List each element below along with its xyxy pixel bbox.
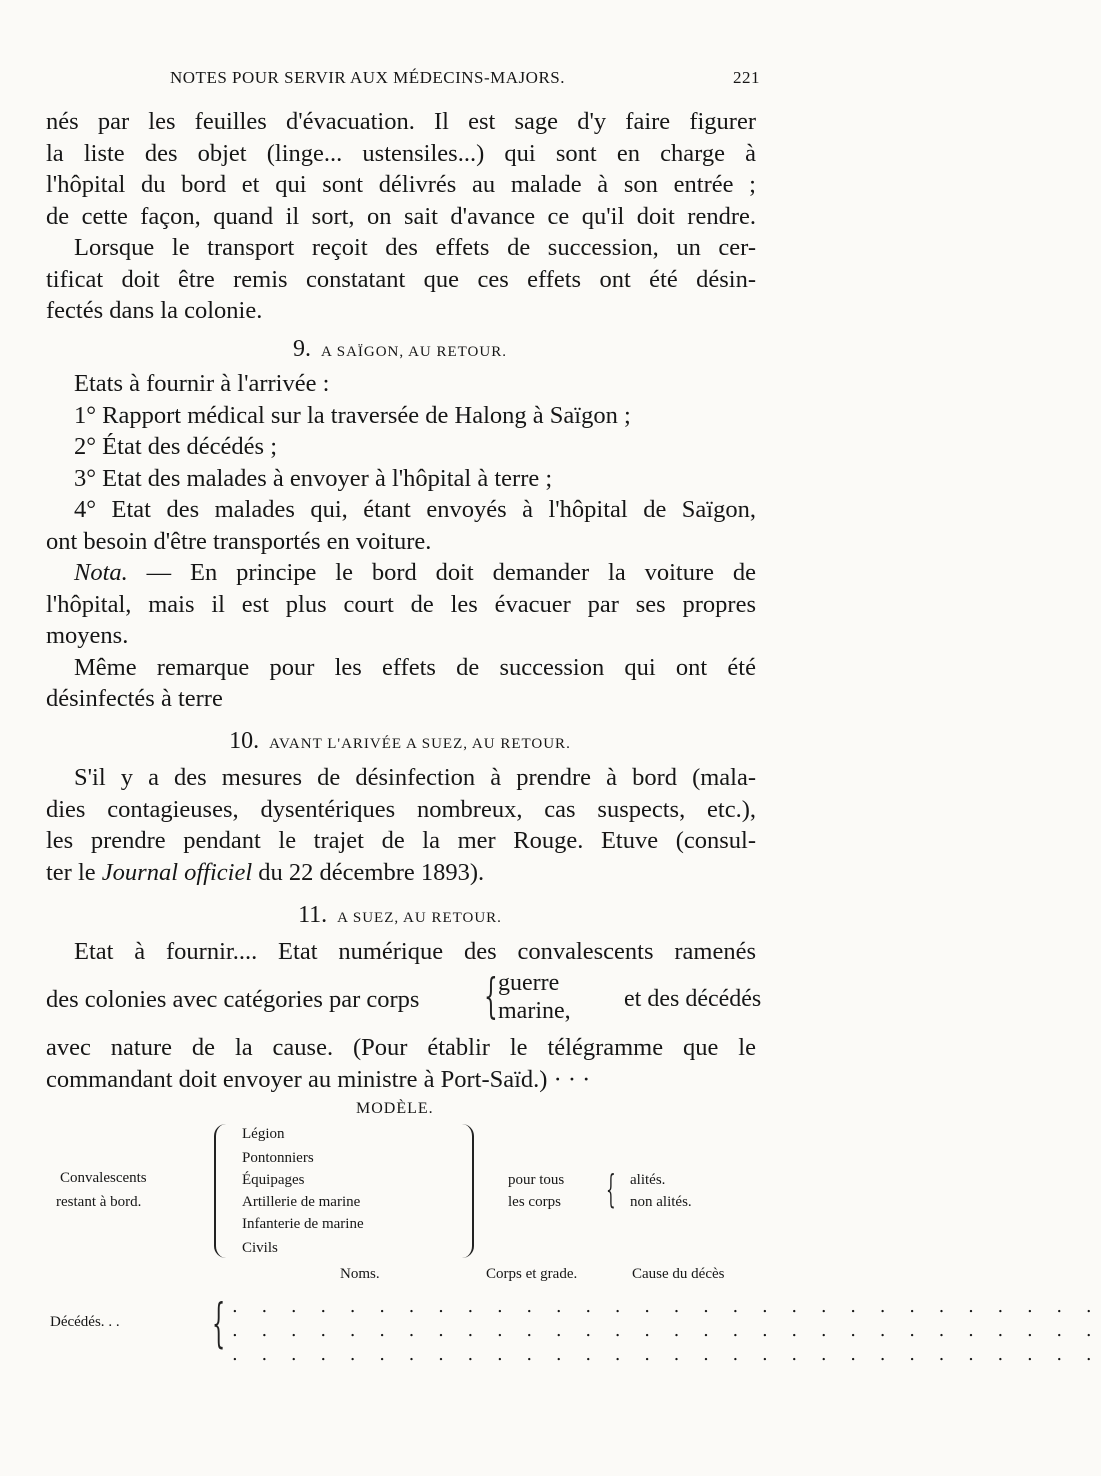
nota-label: Nota. [74,559,128,586]
brace-icon: { [484,968,498,1024]
convalescents-label: Convalescents [60,1170,147,1186]
corps-item: Pontonniers [242,1150,314,1166]
text-line: 1° Rapport médical sur la traversée de Halong à Saïgon ; [74,401,631,429]
text-line: tificat doit être remis constatant que ces effets ont été désin- [46,265,756,293]
dot-row: . . . . . . . . . . . . . . . . . . . . . . . . . . . . . . [232,1320,1101,1341]
text-line: l'hôpital, mais il est plus court de les évacuer par ses propres [46,590,756,618]
corps-item: Civils [242,1240,278,1256]
page-number: 221 [733,68,760,87]
text-line: Même remarque pour les effets de succession qui ont été [74,653,756,681]
section-11-body [46,936,756,968]
text-line: Lorsque le transport reçoit des effets de succession, un cer- [74,234,756,261]
text-line: l'hôpital du bord et qui sont délivrés au malade à son entrée ; [46,171,756,198]
section-10-heading [0,728,800,755]
text-line: S'il y a des mesures de désinfection à prendre à bord (mala- [74,764,756,791]
text-line: dies contagieuses, dysentériques nombreux, cas suspects, etc.), [46,795,756,823]
nota-line [46,557,756,589]
text-line [46,857,756,889]
section-title: A SUEZ, AU RETOUR. [337,910,502,926]
decedes-label [50,1314,120,1331]
text-line: de cette façon, quand il sort, on sait d'avance ce qu'il doit rendre. [46,202,756,230]
decedes-text: Décédés. [50,1314,105,1330]
status-label: non alités. [630,1194,692,1210]
text-fragment: des colonies avec catégories par corps [46,986,420,1013]
brace-icon: { [212,1294,226,1354]
section-number: 9. [293,336,312,362]
section-10-body [46,762,756,888]
text-line: 4° Etat des malades qui, étant envoyés à l'hôpital de Saïgon, [74,496,756,523]
corps-item: Artillerie de marine [242,1194,361,1210]
dot-row: . . . . . . . . . . . . . . . . . . . . . . . . . . . . . . [232,1296,1101,1317]
text-line: 2° État des décédés ; [74,433,277,460]
dot-row: . . . . . . . . . . . . . . . . . . . . . . . . . . . . . . [232,1344,1101,1365]
column-header-noms: Noms. [340,1266,380,1282]
section-9-heading [0,336,800,363]
section-title: A SAÏGON, AU RETOUR. [320,344,507,360]
section-11-tail [46,1032,756,1095]
text-line: moyens. [46,622,129,649]
status-label: alités. [630,1172,666,1188]
running-title: NOTES POUR SERVIR AUX MÉDECINS-MAJORS. [170,68,565,87]
pour-tous-label: pour tous [508,1172,565,1188]
model-title: MODÈLE. [356,1100,434,1117]
section-number: 10. [229,728,260,754]
corps-item: Équipages [242,1172,305,1188]
text-line: les prendre pendant le trajet de la mer Rouge. Etuve (consul- [46,827,756,854]
text-line: Etats à fournir à l'arrivée : [74,370,330,397]
text-line: désinfectés à terre [46,685,223,712]
section-9-body [46,368,756,715]
left-bracket-icon [214,1124,226,1258]
column-header-corps: Corps et grade. [486,1266,578,1282]
text-line: commandant doit envoyer au ministre à Port-Saïd.) · · · [46,1065,591,1093]
convalescents-label: restant à bord. [56,1194,142,1210]
brace-top: guerre [498,970,560,996]
nota-text: — En principe le bord doit demander la voiture de [146,559,756,586]
journal-title: Journal officiel [101,858,253,886]
text-line: fectés dans la colonie. [46,297,263,324]
section-11-heading [0,902,800,929]
text-line: la liste des objet (linge... ustensiles...) qui sont en charge à [46,139,756,167]
text-line: avec nature de la cause. (Pour établir le télégramme que le [46,1034,756,1061]
brace-icon: { [606,1167,616,1211]
text-line: ont besoin d'être transportés en voiture. [46,527,432,555]
running-header [0,66,800,92]
decedes-dots: . . [108,1314,120,1330]
brace-bottom: marine, [498,998,571,1024]
text-fragment: ter le [46,858,96,886]
section-title: AVANT L'ARIVÉE A SUEZ, AU RETOUR. [269,736,571,752]
intro-paragraph [46,106,756,327]
text-line: nés par les feuilles d'évacuation. Il est sage d'y faire figurer [46,108,756,135]
text-fragment: et des décédés [624,986,762,1012]
text-line: 3° Etat des malades à envoyer à l'hôpital à terre ; [74,464,553,492]
corps-item: Légion [242,1126,285,1142]
text-fragment: du 22 décembre 1893). [258,858,485,886]
right-bracket-icon [462,1124,474,1258]
column-header-cause: Cause du décès [632,1266,725,1282]
text-line: Etat à fournir.... Etat numérique des convalescents ramenés [74,938,756,965]
pour-tous-label: les corps [508,1194,561,1210]
section-number: 11. [298,902,328,928]
corps-item: Infanterie de marine [242,1216,364,1232]
